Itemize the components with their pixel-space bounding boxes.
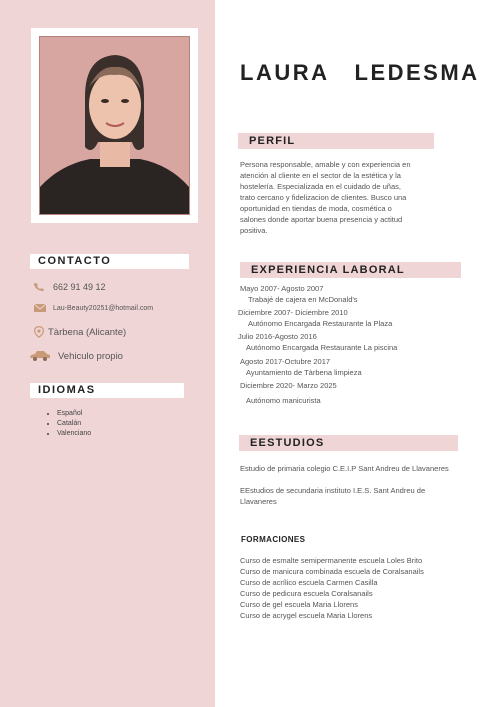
- email-row: [32, 302, 153, 314]
- full-name: LAURA LEDESMA: [240, 60, 480, 85]
- course-item: Curso de gel escuela Maria Llorens: [240, 600, 358, 609]
- profile-text: Persona responsable, amable y con experiencia en atención al cliente en el sector de la estética y la hostelería. Especializada en el cuidado de uñas, trato cercano y fidelizacion de clientes. Busco una oportunidad en tiendas de moda, cosmética o salones donde aportar buena presencia y actitud positiva.: [240, 160, 411, 235]
- sidebar: [0, 0, 215, 707]
- location-row: [32, 326, 126, 338]
- course-item: Curso de pedicura escuela Coralsanails: [240, 589, 373, 598]
- experience-date: Julio 2016-Agosto 2016: [238, 332, 317, 341]
- studies-heading: EESTUDIOS: [239, 435, 458, 451]
- experience-date: Mayo 2007- Agosto 2007: [240, 284, 324, 293]
- experience-date: Diciembre 2007- Diciembre 2010: [238, 308, 348, 317]
- experience-heading: EXPERIENCIA LABORAL: [240, 262, 461, 278]
- photo-frame: [31, 28, 198, 223]
- language-item: • Catalán: [57, 420, 91, 427]
- experience-role: Autónomo manicurista: [246, 396, 321, 405]
- vehicle-row: [28, 350, 123, 362]
- phone-row: [32, 281, 106, 293]
- profile-photo: [39, 36, 190, 215]
- phone-icon: [32, 281, 48, 293]
- phone-number: 662 91 49 12: [53, 282, 106, 292]
- experience-date: Diciembre 2020- Marzo 2025: [240, 381, 337, 390]
- contact-heading: CONTACTO: [30, 254, 189, 269]
- profile-heading: PERFIL: [238, 133, 434, 149]
- language-item: • Valenciano: [57, 430, 91, 437]
- language-item: • Español: [57, 410, 91, 417]
- car-icon: [28, 350, 52, 362]
- languages-list: [45, 410, 91, 440]
- experience-role: Autónomo Encargada Restaurante la Plaza: [248, 319, 393, 328]
- location-pin-icon: [32, 326, 46, 338]
- languages-heading: IDIOMAS: [30, 383, 184, 398]
- vehicle-text: Vehiculo propio: [58, 350, 123, 362]
- studies-item: EEstudios de secundaria instituto I.E.S. Sant Andreu de Llavaneres: [240, 486, 426, 506]
- course-item: Curso de manicura combinada escuela de Coralsanails: [240, 567, 424, 576]
- experience-role: Autónomo Encargada Restaurante La piscina: [246, 343, 398, 352]
- courses-heading: FORMACIONES: [241, 535, 306, 544]
- course-item: Curso de acrílico escuela Carmen Casilla: [240, 578, 378, 587]
- experience-role: Trabajé de cajera en McDonald's: [248, 295, 358, 304]
- envelope-icon: [32, 302, 48, 314]
- experience-date: Agosto 2017-Octubre 2017: [240, 357, 331, 366]
- email-address: Lau-Beauty20251@hotmail.com: [53, 304, 154, 312]
- studies-item: Estudio de primaria colegio C.E.I.P Sant Andreu de Llavaneres: [240, 464, 449, 473]
- course-item: Curso de acrygel escuela Maria Llorens: [240, 611, 373, 620]
- course-item: Curso de esmalte semipermanente escuela Loles Brito: [240, 556, 423, 565]
- experience-role: Ayuntamiento de Tàrbena limpieza: [246, 368, 362, 377]
- location-text: Tàrbena (Alicante): [48, 326, 127, 338]
